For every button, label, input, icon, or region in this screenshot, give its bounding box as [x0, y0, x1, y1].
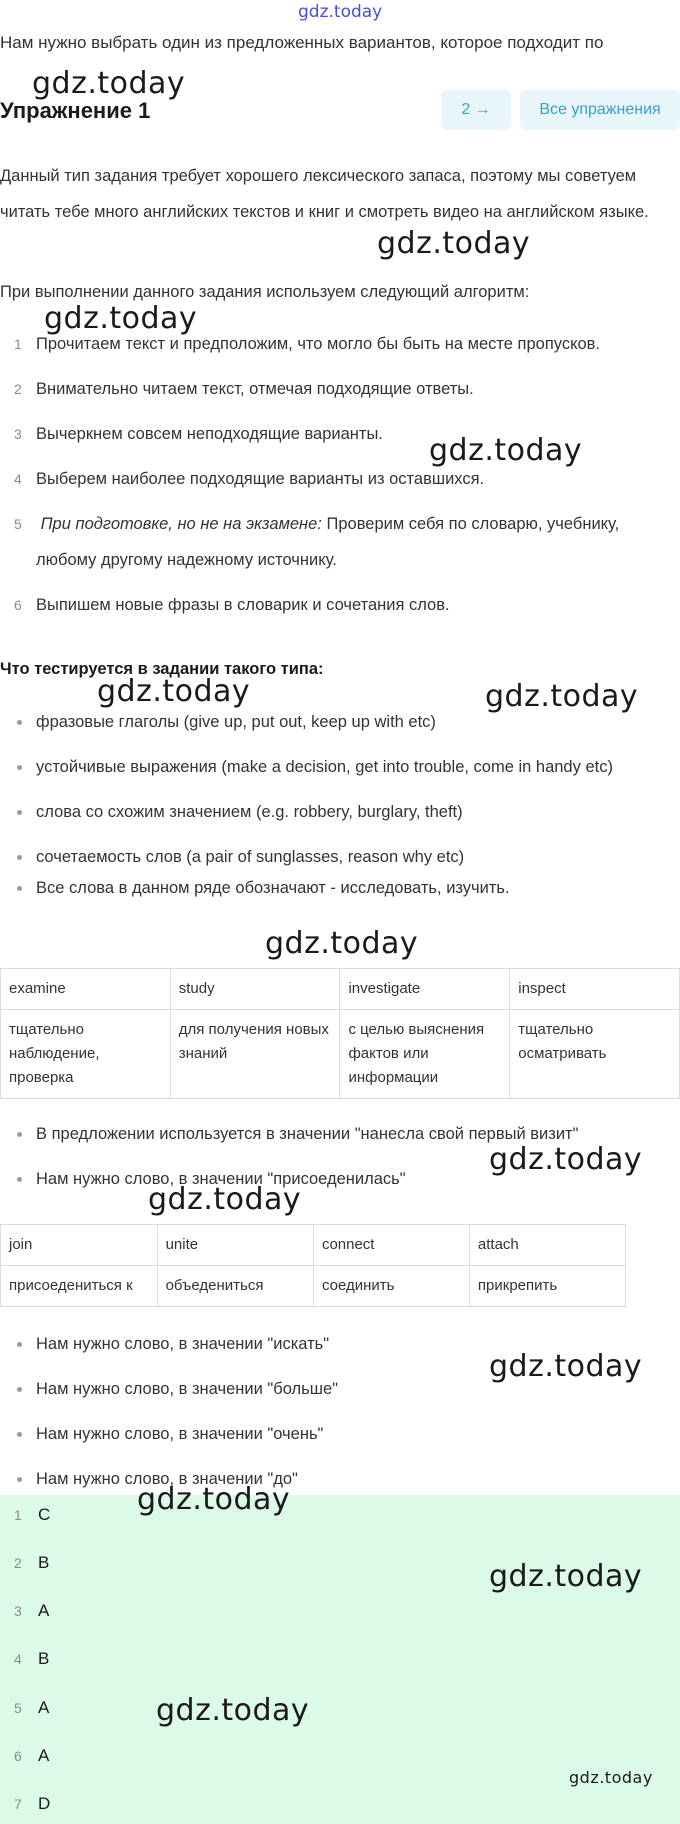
table-cell: inspect [510, 969, 680, 1010]
list-item: устойчивые выражения (make a decision, get into trouble, come in handy etc) [0, 749, 680, 785]
table-row [1, 1010, 680, 1099]
watermark: gdz.today [569, 1768, 653, 1787]
synonyms-table-2 [0, 1224, 626, 1307]
table-cell: connect [313, 1225, 469, 1266]
watermark: gdz.today [489, 1349, 643, 1384]
step-number: 1 [14, 336, 22, 352]
watermark: gdz.today [97, 674, 251, 709]
list-item: сочетаемость слов (a pair of sunglasses, reason why etc) [0, 839, 680, 875]
step-number: 5 [14, 516, 22, 532]
watermark: gdz.today [265, 926, 419, 961]
answer-value: C [38, 1505, 51, 1524]
answer-value: B [38, 1553, 50, 1572]
exercise-title: Упражнение 1 [0, 98, 151, 123]
answers-panel: 1 C 2 B 3 A 4 B 5 A 6 A 7 D [0, 1495, 680, 1824]
bullet [17, 810, 22, 815]
table-cell: study [170, 969, 340, 1010]
answer-value: A [38, 1698, 50, 1717]
list-item: фразовые глаголы (give up, put out, keep up with etc) [0, 704, 680, 740]
bullet [17, 1477, 22, 1482]
bullet [17, 1132, 22, 1137]
bullet [17, 1177, 22, 1182]
step-number: 3 [14, 426, 22, 442]
step-emphasis: При подготовке, но не на экзамене: [40, 515, 322, 533]
list-item [0, 506, 680, 578]
watermark: gdz.today [44, 301, 198, 336]
answer-value: D [38, 1794, 51, 1813]
table-cell: соединить [313, 1266, 469, 1307]
all-exercises-button[interactable]: Все упражнения [520, 90, 680, 130]
synonyms-table-1 [0, 968, 680, 1099]
step-number: 2 [14, 381, 22, 397]
bullet [17, 1387, 22, 1392]
answer-value: A [38, 1601, 50, 1620]
watermark: gdz.today [489, 1142, 643, 1177]
site-logo[interactable]: gdz.today [298, 2, 383, 22]
step-text: Выпишем новые фразы в словарик и сочетания слов. [36, 596, 450, 614]
bullet [17, 720, 22, 725]
step-text: Прочитаем текст и предположим, что могло бы быть на месте пропусков. [36, 335, 600, 353]
list-item: слова со схожим значением (e.g. robbery, burglary, theft) [0, 794, 680, 830]
table-cell: тщательно наблюдение, проверка [1, 1010, 171, 1099]
bullet [17, 1432, 22, 1437]
watermark: gdz.today [429, 433, 583, 468]
description-text: Данный тип задания требует хорошего лексического запаса, поэтому мы советуем читать тебе много английских текстов и книг и смотреть видео на английском языке. [0, 167, 649, 221]
bullet [17, 886, 22, 891]
list-item: Нам нужно слово, в значении "искать" [0, 1326, 680, 1362]
step-text: Выберем наиболее подходящие варианты из оставшихся. [36, 470, 485, 488]
table-cell: attach [469, 1225, 625, 1266]
list-item: Нам нужно слово, в значении "до" [0, 1461, 680, 1497]
bullet [17, 855, 22, 860]
table-cell: examine [1, 969, 171, 1010]
bullet [17, 1342, 22, 1347]
answer-value: B [38, 1649, 50, 1668]
step-number: 6 [14, 597, 22, 613]
table-cell: с целью выяснения фактов или информации [340, 1010, 510, 1099]
next-exercise-button[interactable]: 2 → [441, 90, 511, 130]
step-text: Вычеркнем совсем неподходящие варианты. [36, 425, 383, 443]
list-item: Нам нужно слово, в значении "очень" [0, 1416, 680, 1452]
table-cell: объедениться [157, 1266, 313, 1307]
algorithm-intro: При выполнении данного задания используем следующий алгоритм: [0, 283, 530, 301]
list-item: Все слова в данном ряде обозначают - исследовать, изучить. [0, 875, 680, 901]
step-text: Проверим себя по словарю, учебнику, любому другому надежному источнику. [36, 515, 620, 569]
watermark: gdz.today [137, 1482, 291, 1517]
answer-value: A [38, 1746, 50, 1765]
tested-heading: Что тестируется в задании такого типа: [0, 660, 324, 678]
intro-text: Нам нужно выбрать один из предложенных вариантов, которое подходит по [0, 33, 604, 52]
table-cell: join [1, 1225, 158, 1266]
table-cell: unite [157, 1225, 313, 1266]
watermark: gdz.today [489, 1559, 643, 1594]
table-cell: для получения новых знаний [170, 1010, 340, 1099]
tested-list [0, 704, 680, 901]
table-cell: присоедениться к [1, 1266, 158, 1307]
table-row [1, 969, 680, 1010]
list-item [0, 371, 680, 407]
list-item: В предложении используется в значении "нанесла свой первый визит" [0, 1116, 680, 1152]
table-row [1, 1225, 626, 1266]
watermark: gdz.today [485, 679, 639, 714]
step-number: 4 [14, 471, 22, 487]
list-item: Нам нужно слово, в значении "больше" [0, 1371, 680, 1407]
table-cell: тщательно осматривать [510, 1010, 680, 1099]
bullet [17, 765, 22, 770]
table-cell: прикрепить [469, 1266, 625, 1307]
watermark: gdz.today [377, 226, 531, 261]
watermark: gdz.today [156, 1693, 310, 1728]
watermark: gdz.today [148, 1182, 302, 1217]
table-cell: investigate [340, 969, 510, 1010]
watermark: gdz.today [32, 66, 186, 101]
step-text: Внимательно читаем текст, отмечая подходящие ответы. [36, 380, 474, 398]
list-item: Нам нужно слово, в значении "присоеденилась" [0, 1161, 680, 1197]
algorithm-list [0, 326, 680, 632]
list-item [0, 587, 680, 623]
table-row [1, 1266, 626, 1307]
